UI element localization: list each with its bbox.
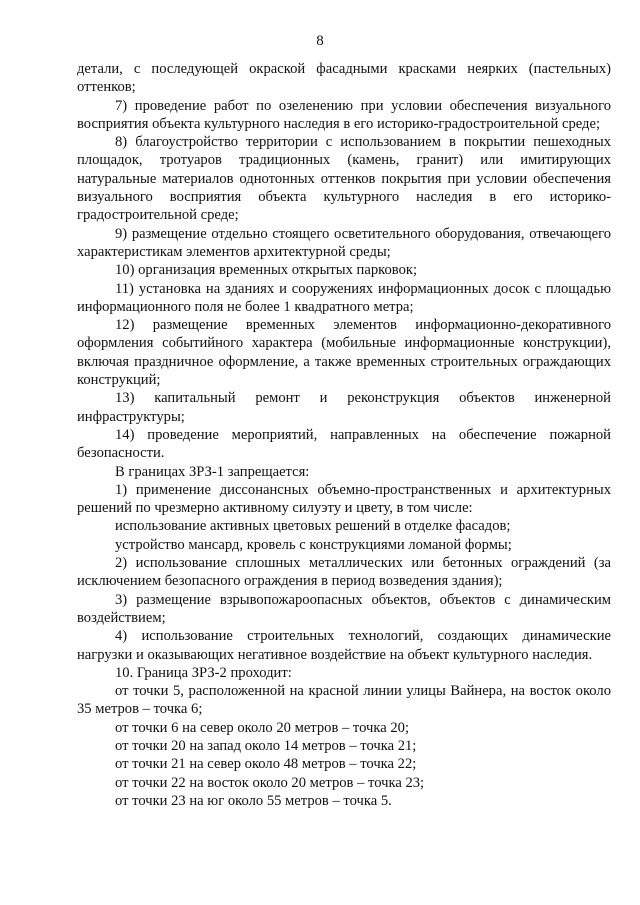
list-item-11: 11) установка на зданиях и сооружениях информационных досок с площадью информационного поля не более 1 квадратного метра; xyxy=(77,280,611,315)
boundary-point-21: от точки 21 на север около 48 метров – точка 22; xyxy=(115,756,417,773)
prohibited-item-2: 2) использование сплошных металлических или бетонных ограждений (за исключением безопасного ограждения в период возведения здания); xyxy=(77,555,611,590)
boundary-point-5: от точки 5, расположенной на красной линии улицы Вайнера, на восток около 35 метров – точка 6; xyxy=(77,683,611,718)
list-item-7: 7) проведение работ по озеленению при условии обеспечения визуального восприятия объекта культурного наследия в его историко-градостроительной среде; xyxy=(77,97,611,132)
page-number: 8 xyxy=(316,33,324,49)
boundary-point-22: от точки 22 на восток около 20 метров – точка 23; xyxy=(115,774,425,791)
list-item-10: 10) организация временных открытых парковок; xyxy=(115,262,418,279)
document-body xyxy=(77,60,611,810)
paragraph-continuation: детали, с последующей окраской фасадными красками неярких (пастельных) оттенков; xyxy=(77,61,611,96)
list-item-8: 8) благоустройство территории с использованием в покрытии пешеходных площадок, тротуаров традиционных (камень, гранит) или имитирующих натуральные материалов однотонных оттенков покрытия при условии обеспечения визуального восприятия объекта культурного наследия в его историко-градостроительной среде; xyxy=(77,134,611,224)
boundary-point-23: от точки 23 на юг около 55 метров – точка 5. xyxy=(115,792,392,809)
boundary-point-6: от точки 6 на север около 20 метров – точка 20; xyxy=(115,719,410,736)
boundary-point-20: от точки 20 на запад около 14 метров – точка 21; xyxy=(115,737,417,754)
prohibited-subitem-mansards: устройство мансард, кровель с конструкциями ломаной формы; xyxy=(115,536,512,553)
list-item-13: 13) капитальный ремонт и реконструкция объектов инженерной инфраструктуры; xyxy=(77,390,611,425)
list-item-9: 9) размещение отдельно стоящего осветительного оборудования, отвечающего характеристикам элементов архитектурной среды; xyxy=(77,225,611,260)
prohibited-item-3: 3) размещение взрывопожароопасных объектов, объектов с динамическим воздействием; xyxy=(77,591,611,626)
prohibited-item-1: 1) применение диссонансных объемно-пространственных и архитектурных решений по чрезмерно активному силуэту и цвету, в том числе: xyxy=(77,481,611,517)
list-item-14: 14) проведение мероприятий, направленных на обеспечение пожарной безопасности. xyxy=(77,426,611,462)
section-heading-zrz1-prohibited: В границах ЗРЗ-1 запрещается: xyxy=(115,463,310,480)
list-item-12: 12) размещение временных элементов информационно-декоративного оформления событийного характера (мобильные информационные конструкции), включая праздничное оформление, а также временных строительных ограждающих конструкций; xyxy=(77,317,611,389)
prohibited-item-4: 4) использование строительных технологий, создающих динамические нагрузки и оказывающих негативное воздействие на объект культурного наследия. xyxy=(77,628,611,663)
prohibited-subitem-colors: использование активных цветовых решений в отделке фасадов; xyxy=(115,518,511,535)
section-heading-zrz2-boundary: 10. Граница ЗРЗ-2 проходит: xyxy=(115,664,292,681)
